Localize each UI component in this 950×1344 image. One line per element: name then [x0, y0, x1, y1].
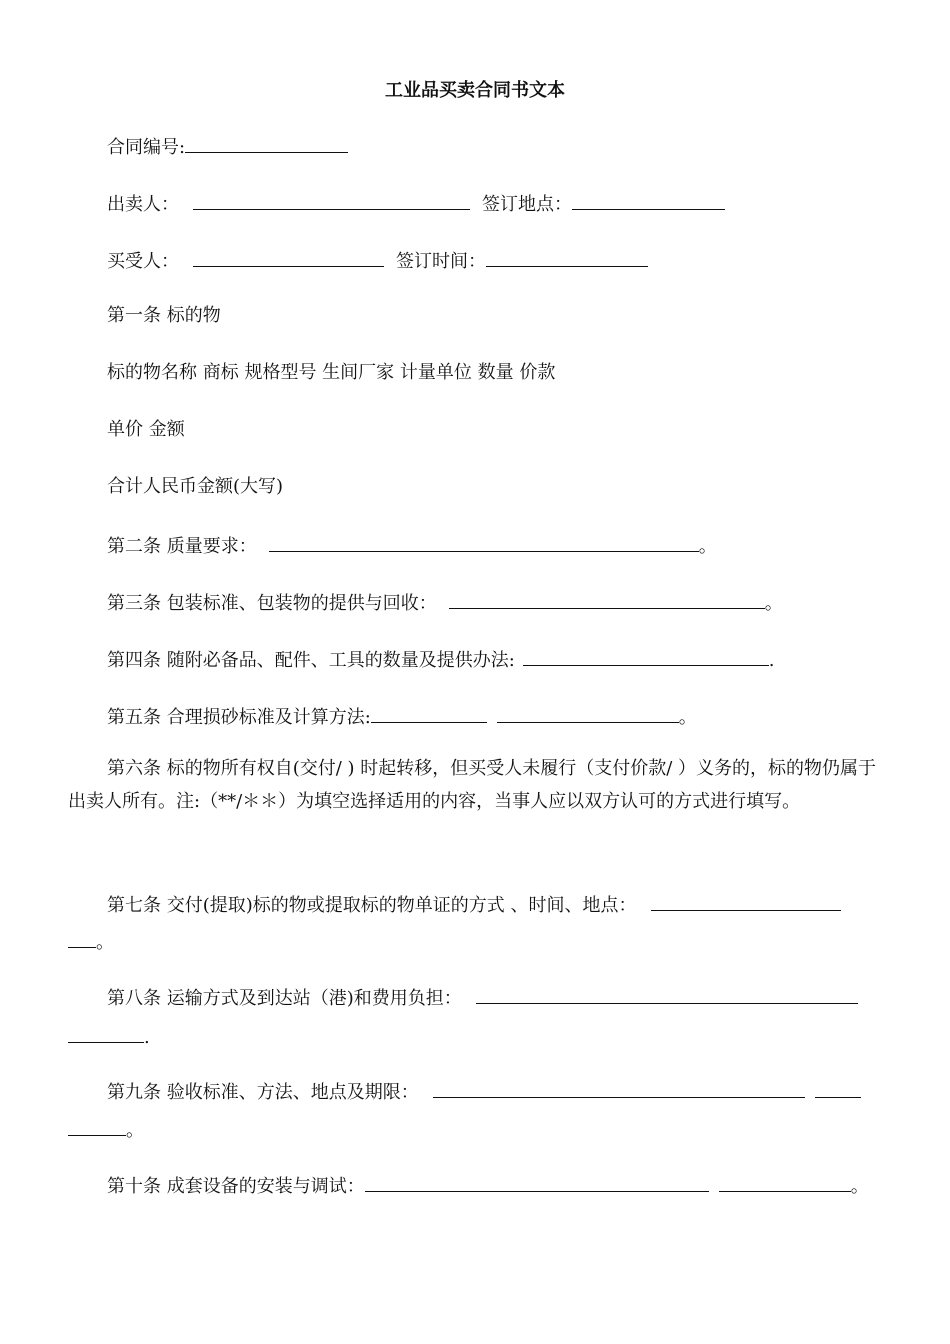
article-7-label: 第七条 交付(提取)标的物或提取标的物单证的方式 、时间、地点： — [107, 895, 637, 916]
article-1-total: 合计人民币金额(大写) — [107, 476, 284, 497]
article-2-end: 。 — [698, 536, 717, 557]
article-9-cont — [68, 1117, 144, 1143]
article-5-label: 第五条 合理损砂标准及计算方法: — [107, 707, 371, 728]
article-7-row — [107, 892, 841, 918]
article-8-blank[interactable] — [476, 985, 858, 1004]
article-1-heading: 第一条 标的物 — [107, 305, 221, 326]
sign-time-blank[interactable] — [486, 248, 648, 267]
article-5-blank-1[interactable] — [371, 704, 487, 723]
article-8-blank-cont[interactable] — [68, 1024, 144, 1043]
article-3-blank[interactable] — [449, 590, 765, 609]
article-7-cont — [68, 929, 114, 955]
article-7-blank-cont[interactable] — [68, 929, 96, 948]
article-9-blank-cont[interactable] — [68, 1117, 126, 1136]
article-2-row — [107, 533, 717, 559]
article-10-blank-2[interactable] — [719, 1173, 851, 1192]
article-10-end: 。 — [850, 1176, 869, 1197]
article-8-row — [107, 985, 858, 1011]
article-9-blank-2[interactable] — [815, 1079, 861, 1098]
article-10-row — [107, 1173, 869, 1199]
article-5-end: 。 — [678, 707, 697, 728]
article-10-blank-1[interactable] — [365, 1173, 709, 1192]
article-9-end: 。 — [126, 1120, 144, 1141]
article-8-end: . — [144, 1027, 150, 1048]
article-3-end: 。 — [764, 593, 783, 614]
article-9-blank-1[interactable] — [433, 1079, 805, 1098]
seller-blank[interactable] — [193, 191, 470, 210]
document-title: 工业品买卖合同书文本 — [385, 80, 565, 101]
sign-place-label: 签订地点： — [482, 194, 572, 215]
article-10-label: 第十条 成套设备的安装与调试： — [107, 1176, 365, 1197]
seller-row — [107, 191, 725, 217]
article-1-columns-2: 单价 金额 — [107, 419, 185, 440]
article-3-row — [107, 590, 783, 616]
seller-label: 出卖人： — [107, 194, 179, 215]
buyer-row — [107, 248, 648, 274]
sign-time-label: 签订时间： — [396, 251, 486, 272]
article-6-paragraph: 第六条 标的物所有权自(交付/ ) 时起转移，但买受人未履行（支付价款/ ）义务的，标的物仍属于出卖人所有。注:（**/＊＊）为填空选择适用的内容，当事人应以双方认可的方式进行填写。 — [68, 758, 877, 812]
article-9-label: 第九条 验收标准、方法、地点及期限： — [107, 1082, 419, 1103]
article-2-label: 第二条 质量要求： — [107, 536, 257, 557]
article-9-row — [107, 1079, 861, 1105]
article-5-row — [107, 704, 697, 730]
article-7-blank[interactable] — [651, 892, 841, 911]
buyer-blank[interactable] — [193, 248, 384, 267]
article-4-end: . — [768, 650, 775, 671]
article-4-label: 第四条 随附必备品、配件、工具的数量及提供办法: — [107, 650, 515, 671]
article-7-end: 。 — [96, 932, 114, 953]
buyer-label: 买受人： — [107, 251, 179, 272]
article-5-blank-2[interactable] — [497, 704, 679, 723]
article-4-blank[interactable] — [523, 647, 769, 666]
article-8-cont — [68, 1024, 150, 1050]
sign-place-blank[interactable] — [572, 191, 725, 210]
contract-no-row — [107, 134, 348, 160]
article-1-columns: 标的物名称 商标 规格型号 生间厂家 计量单位 数量 价款 — [107, 362, 556, 383]
article-4-row — [107, 647, 775, 673]
article-3-label: 第三条 包装标准、包装物的提供与回收： — [107, 593, 437, 614]
contract-no-blank[interactable] — [185, 134, 348, 153]
article-2-blank[interactable] — [269, 533, 699, 552]
contract-no-label: 合同编号: — [107, 137, 186, 158]
article-8-label: 第八条 运输方式及到达站（港)和费用负担： — [107, 988, 462, 1009]
